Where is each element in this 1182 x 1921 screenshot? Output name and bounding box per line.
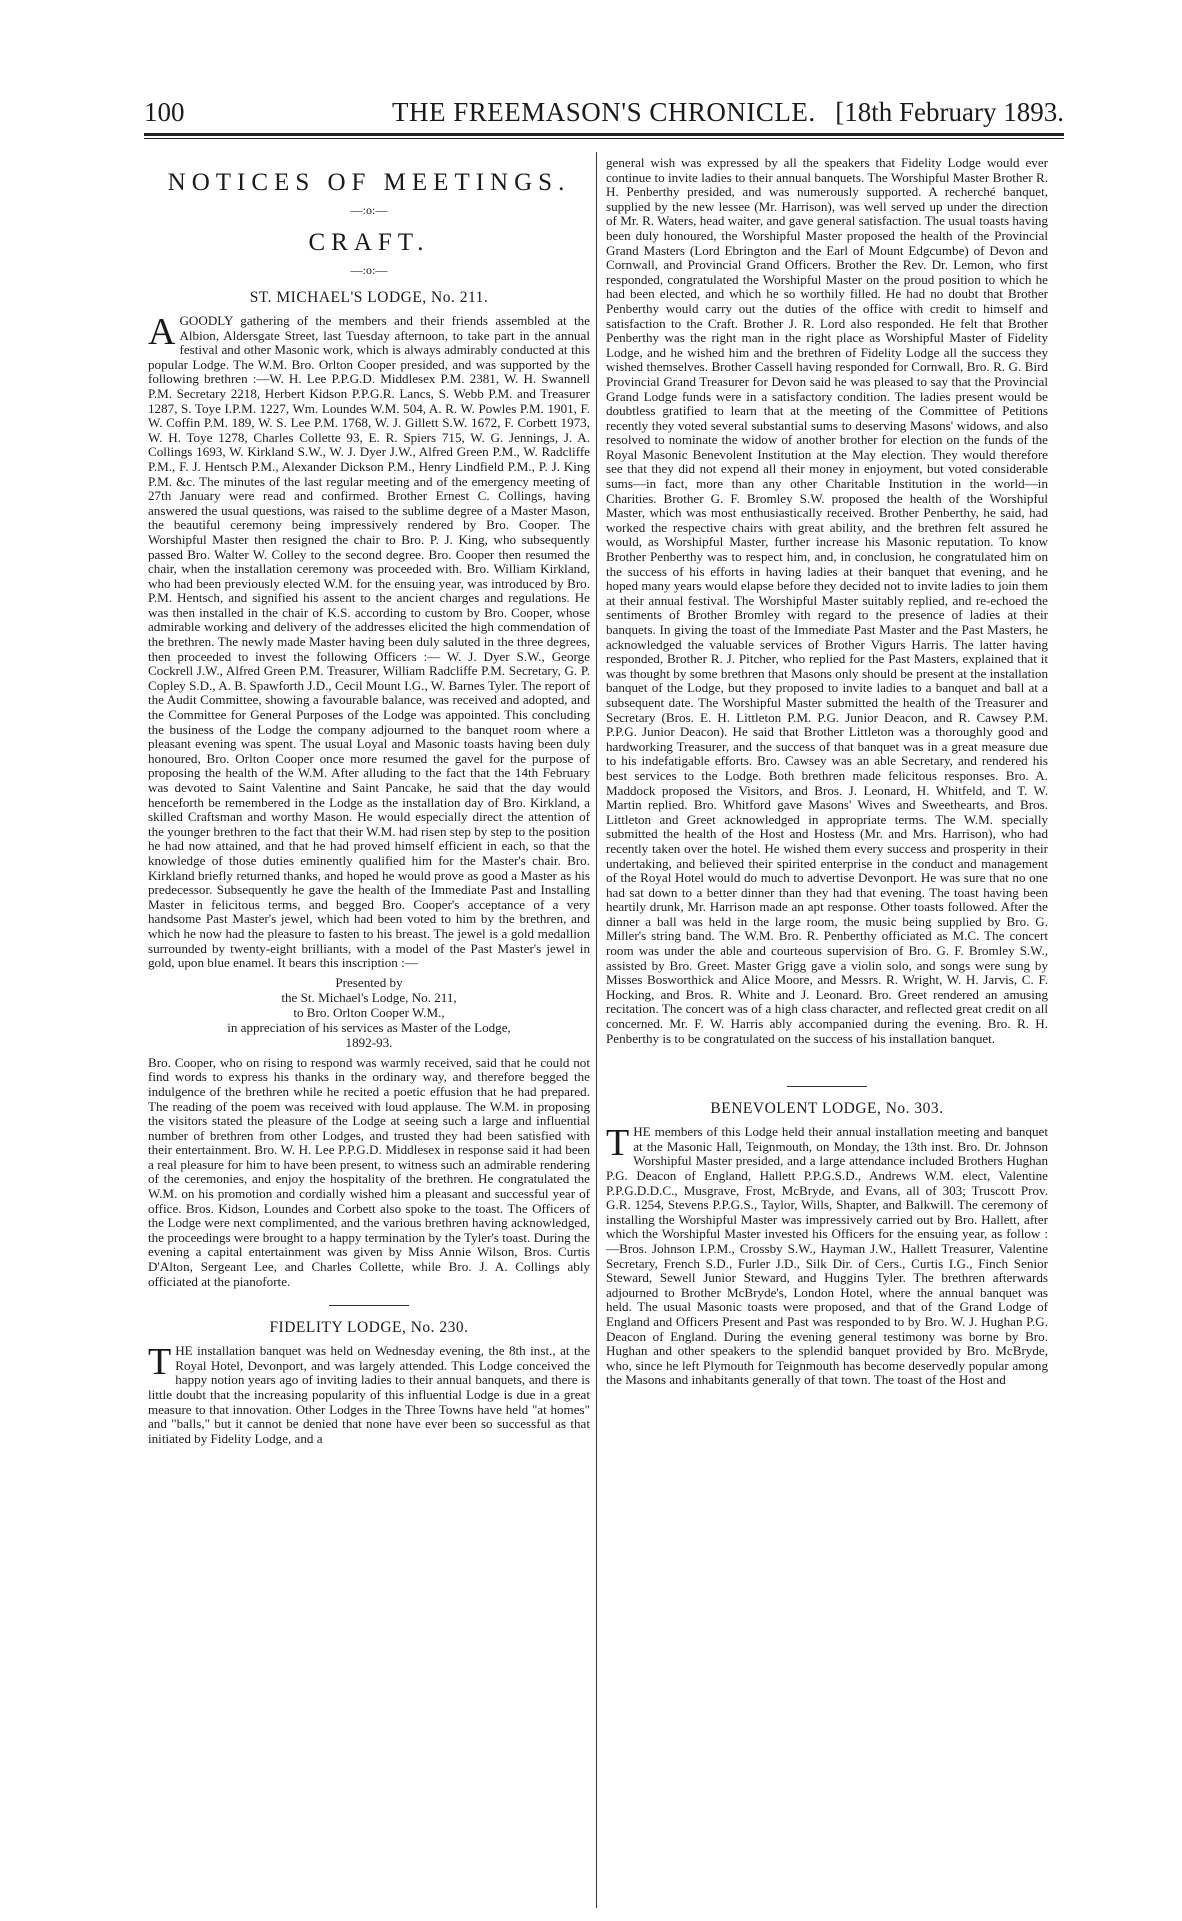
fidelity-heading: FIDELITY LODGE, No. 230. [269,1319,469,1337]
right-column [606,156,1048,1906]
inscription-line: the St. Michael's Lodge, No. 211, [281,989,457,1005]
left-column [148,160,590,1910]
drop-cap: A [148,311,176,353]
benevolent-paragraph-1 [606,1122,1048,1388]
issue-date: [18th February 1893. [835,97,1064,127]
header-rule-thick [144,133,1064,136]
ornament-divider: —:o:— [350,203,388,217]
inscription-line: to Bro. Orlton Cooper W.M., [293,1004,445,1020]
st-michael-paragraph-1 [148,311,590,971]
drop-cap: T [606,1122,630,1165]
fidelity-paragraph-1 [148,1341,590,1446]
inscription-line: 1892-93. [345,1034,393,1050]
fidelity-text-1: HE installation banquet was held on Wednesday evening, the 8th inst., at the Royal Hotel, Devonport, and was largely attended. This Lodge conceived the happy notion years ago of inviting ladies to their annual banquets, and there is little doubt that the increasing popularity of this influential Lodge is due in a great measure to that innovation. Other Lodges in the Three Towns have held "at homes" and "balls," but it cannot be denied that none have ever been so successful as that initiated by Fidelity Lodge, and a [148,1343,590,1446]
craft-title: CRAFT. [308,229,430,256]
publication-title: THE FREEMASON'S CHRONICLE. [392,97,816,127]
jewel-inscription [148,975,590,1050]
benevolent-heading: BENEVOLENT LODGE, No. 303. [710,1100,944,1118]
header-rule-thin [144,138,1064,139]
st-michael-heading: ST. MICHAEL'S LODGE, No. 211. [249,289,489,306]
column-divider [596,152,597,1908]
benevolent-text-1: HE members of this Lodge held their annual installation meeting and banquet at the Masonic Hall, Teignmouth, on Monday, the 13th inst. Bro. Dr. Johnson Worshipful Master presided, and a large attendance included Brothers Hughan P.G. Deacon of England, Hallett P.P.G.S.D., Andrews W.M. elect, Valentine P.P.G.D.D.C., Musgrave, Frost, McBryde, and Evans, all of 303; Truscott Prov. G.R. 1254, Stevens P.P.G.S., Taylor, Wills, Shapter, and Balkwill. The ceremony of installing the Worshipful Master was impressively carried out by Bro. Hallett, after which the Worshipful Master invested his Officers for the ensuing year, as follow :—Bros. Johnson I.P.M., Crossby S.W., Hayman J.W., Hallett Treasurer, Valentine Secretary, French S.D., Furler J.D., Silk Dir. of Cers., Curtis I.G., Finch Senior Steward, Sewell Junior Steward, and Huggins Tyler. The brethren afterwards adjourned to Brother McBryde's, London Hotel, where the annual banquet was held. The usual Masonic toasts were proposed, and that of the Grand Lodge of England and Officers Present and Past was responded to by Bro. W. J. Hughan P.G. Deacon of England. During the evening general testimony was borne by Bro. Hughan and other speakers to the splendid banquet provided by Bro. McBryde, who, since he left Plymouth for Teignmouth has become deservedly popular among the Masons and inhabitants generally of that town. The toast of the Host and [606,1124,1048,1388]
ornament-divider: —:o:— [350,263,388,277]
st-michael-paragraph-2: Bro. Cooper, who on rising to respond was warmly received, said that he could not find words to express his thanks in the ordinary way, and therefore begged the indulgence of the brethren while he recited a poetic effusion that he had prepared. The reading of the poem was received with loud applause. The W.M. in proposing the visitors stated the pleasure of the Lodge at seeing such a large and influential number of brethren from other Lodges, and trusted they had been satisfied with their entertainment. Bro. W. H. Lee P.P.G.D. Middlesex in response said it had been a real pleasure for him to have been present, to witness such an admirable rendering of the ceremonies, and enjoy the hospitality of the brethren. He congratulated the W.M. on his promotion and cordially wished him a pleasant and successful year of office. Bros. Kidson, Loundes and Corbett also spoke to the toast. The Officers of the Lodge were next complimented, and the various brethren having acknowledged, the proceedings were brought to a happy termination by the Tyler's toast. During the evening a capital entertainment was given by Miss Annie Wilson, Bros. Curtis D'Alton, Sergeant Lee, and Charles Collette, while Bro. J. A. Collings ably officiated at the pianoforte. [148,1054,590,1289]
page-number: 100 [144,97,185,127]
inscription-line: in appreciation of his services as Master of the Lodge, [227,1019,511,1035]
fidelity-continuation: general wish was expressed by all the speakers that Fidelity Lodge would ever continue to invite ladies to their annual banquets. The Worshipful Master Brother R. H. Penberthy presided, and was numerously supported. A recherché banquet, supplied by the new lessee (Mr. Harrison), was well served up under the direction of Mr. R. Waters, head waiter, and gave general satisfaction. The usual toasts having been duly honoured, the Worshipful Master proposed the health of the Provincial Grand Masters (Lord Ebrington and the Earl of Mount Edgcumbe) of Devon and Cornwall, and Provincial Grand Officers. Brother the Rev. Dr. Lemon, who first responded, congratulated the Worshipful Master on the proud position to which he had been elected, and which he so worthily filled. He had no doubt that Brother Penberthy would carry out the duties of the office with credit to himself and satisfaction to the Craft. Brother J. R. Lord also responded. He felt that Brother Penberthy was the right man in the right place as Worshipful Master of Fidelity Lodge, and he wished him and the brethren of Fidelity Lodge all the success they wished themselves. Brother Cassell having responded for Cornwall, Bro. R. G. Bird Provincial Grand Treasurer for Devon said he was pleased to say that the Provincial Grand Lodge funds were in a satisfactory condition. The ladies present would be doubtless gratified to learn that at the meeting of the Committee of Petitions recently they voted several substantial sums to deserving Masons' widows, and also resolved to nominate the widow of another brother for election on the funds of the Royal Masonic Benevolent Institution at the May election. They would therefore see that they did not expend all their money in enjoyment, but voted considerable sums—in fact, more than any other Charitable Institution in the world—in Charities. Brother G. F. Bromley S.W. proposed the health of the Worshipful Master, which was most enthusiastically received. Brother Penberthy, he said, had worked the respective chairs with great ability, and the brethren felt assured he would, as Worshipful Master, further increase his Masonic reputation. To know Brother Penberthy was to respect him, and, in conclusion, he congratulated him on the success of his efforts in having ladies at their banquet that evening, and he hoped many years would elapse before they decided not to invite ladies to join them at their annual festival. The Worshipful Master suitably replied, and re-echoed the sentiments of Brother Bromley with regard to the presence of ladies at their banquets. In giving the toast of the Immediate Past Master and the Past Masters, he acknowledged the valuable services of Brother Vigurs Harris. The latter having responded, Brother R. J. Pitcher, who replied for the Past Masters, explained that it was thought by some brethren that Masons only should be present at the installation banquet of the Lodge, but they proposed to invite ladies to a banquet and ball at a subsequent date. The Worshipful Master submitted the health of the Treasurer and Secretary (Bros. E. H. Littleton P.M. P.G. Junior Deacon, and R. Cawsey P.M. P.P.G. Junior Deacon). He said that Brother Littleton was a thoroughly good and hardworking Treasurer, and the success of that banquet was in a great measure due to his indefatigable efforts. Bro. Cawsey was an able Secretary, and rendered his best services to the Lodge. Both brethren made felicitous responses. Bro. A. Maddock proposed the Visitors, and Bros. J. Leonard, H. Whitfeld, and T. W. Martin replied. Bro. Whitford gave Masons' Wives and Sweethearts, and Bros. Littleton and Greet acknowledged in appropriate terms. The W.M. specially submitted the health of the Host and Hostess (Mr. and Mrs. Harrison), who had recently taken over the hotel. He wished them every success and prosperity in their undertaking, and believed their spirited enterprise in the conduct and management of the Royal Hotel would do much to advertise Devonport. He was sure that no one had sat down to a better dinner than they had that evening. The toast having been heartily drunk, Mr. Harrison made an apt response. Other toasts followed. After the dinner a ball was held in the large room, the music being supplied by Bro. G. Miller's string band. The W.M. Bro. R. Penberthy officiated as M.C. The concert room was under the able and courteous supervision of Bro. G. F. Bromley S.W., assisted by Bro. Greet. Master Grigg gave a violin solo, and songs were sung by Misses Bosworthick and Alice Moore, and Messrs. R. Wright, W. H. Jarvis, C. F. Hocking, and Bros. R. White and J. Leonard. Bro. Greet rendered an amusing recitation. The concert was of a high class character, and reflected great credit on all concerned. Mr. F. W. Harris ably accompanied during the evening. Bro. R. H. Penberthy is to be congratulated on the success of his installation banquet. [606,156,1048,1046]
page-header [144,93,1064,133]
st-michael-text-1: GOODLY gathering of the members and their friends assembled at the Albion, Aldersgate Street, last Tuesday afternoon, to take part in the annual festival and other Masonic work, which is always admirably conducted at this popular Lodge. The W.M. Bro. Orlton Cooper presided, and was supported by the following brethren :—W. H. Lee P.P.G.D. Middlesex P.M. 2381, W. H. Swannell P.M. Secretary 2218, Herbert Kidson P.P.G.R. Lancs, S. Webb P.M. and Treasurer 1287, S. Toye I.P.M. 1227, Wm. Loundes W.M. 504, A. R. W. Powles P.M. 1901, F. W. Coffin P.M. 189, W. S. Lee P.M. 1768, W. J. Gillett S.W. 1672, F. Corbett 1973, W. H. Toye 1278, Charles Collette 93, E. R. Spiers 715, W. G. Jennings, J. A. Collings 1693, W. Kirkland S.W., W. J. Dyer J.W., Alfred Green P.M., W. Radcliffe P.M., F. J. Hentsch P.M., Alexander Dickson P.M., Henry Lindfield P.M., P. J. King P.M. &c. The minutes of the last regular meeting and of the emergency meeting of 27th January were read and confirmed. Brother Ernest C. Collings, having answered the usual questions, was raised to the sublime degree of a Master Mason, the beautiful ceremony being impressively rendered by Bro. Cooper. The Worshipful Master then resigned the chair to Bro. P. J. King, who subsequently passed Bro. Walter W. Colley to the second degree. Bro. Cooper then resumed the chair, when the installation ceremony was proceeded with. Bro. William Kirkland, who had been previously elected W.M. for the ensuing year, was introduced by Bro. P.M. Hentsch, and signified his assent to the ancient charges and regulations. He was then installed in the chair of K.S. according to custom by Bro. Cooper, whose admirable working and delivery of the addresses elicited the high commendation of the brethren. The newly made Master having been duly saluted in the three degrees, then proceeded to invest the following Officers :— W. J. Dyer S.W., George Cockrell J.W., Alfred Green P.M. Treasurer, William Radcliffe P.M. Secretary, G. P. Copley S.D., A. B. Spawforth J.D., Cecil Mount I.G., W. Barnes Tyler. The report of the Audit Committee, showing a favourable balance, was received and adopted, and the Committee for General Purposes of the Lodge was appointed. This concluding the business of the Lodge the company adjourned to the banquet room where a pleasant evening was spent. The usual Loyal and Masonic toasts having been duly honoured, Bro. Orlton Cooper once more resumed the gavel for the purpose of proposing the health of the W.M. After alluding to the fact that the 14th February was devoted to Saint Valentine and Saint Pancake, he said that the day would henceforth be remembered in the Lodge as the installation day of Bro. Kirkland, a skilled Craftsman and worthy Mason. He would especially direct the attention of the younger brethren to the fact that their W.M. had risen step by step to the position he had now attained, and that he had proved himself efficient in each, so that the knowledge of those duties eminently qualified him for the Master's chair. Bro. Kirkland briefly returned thanks, and hoped he would prove as good a Master as his predecessor. Subsequently he gave the health of the Immediate Past and Installing Master in felicitous terms, and begged Bro. Cooper's acceptance of a very handsome Past Master's jewel, which had been voted to him by the brethren, and which he now had the pleasure to fasten to his breast. The jewel is a gold medallion surrounded by twenty-eight brilliants, with a model of the Past Master's jewel in gold, upon blue enamel. It bears this inscription :— [148,313,590,971]
notices-title: NOTICES OF MEETINGS. [167,169,571,196]
section-separator [787,1086,867,1087]
inscription-line: Presented by [335,974,403,990]
section-separator [329,1305,409,1306]
drop-cap: T [148,1341,172,1384]
